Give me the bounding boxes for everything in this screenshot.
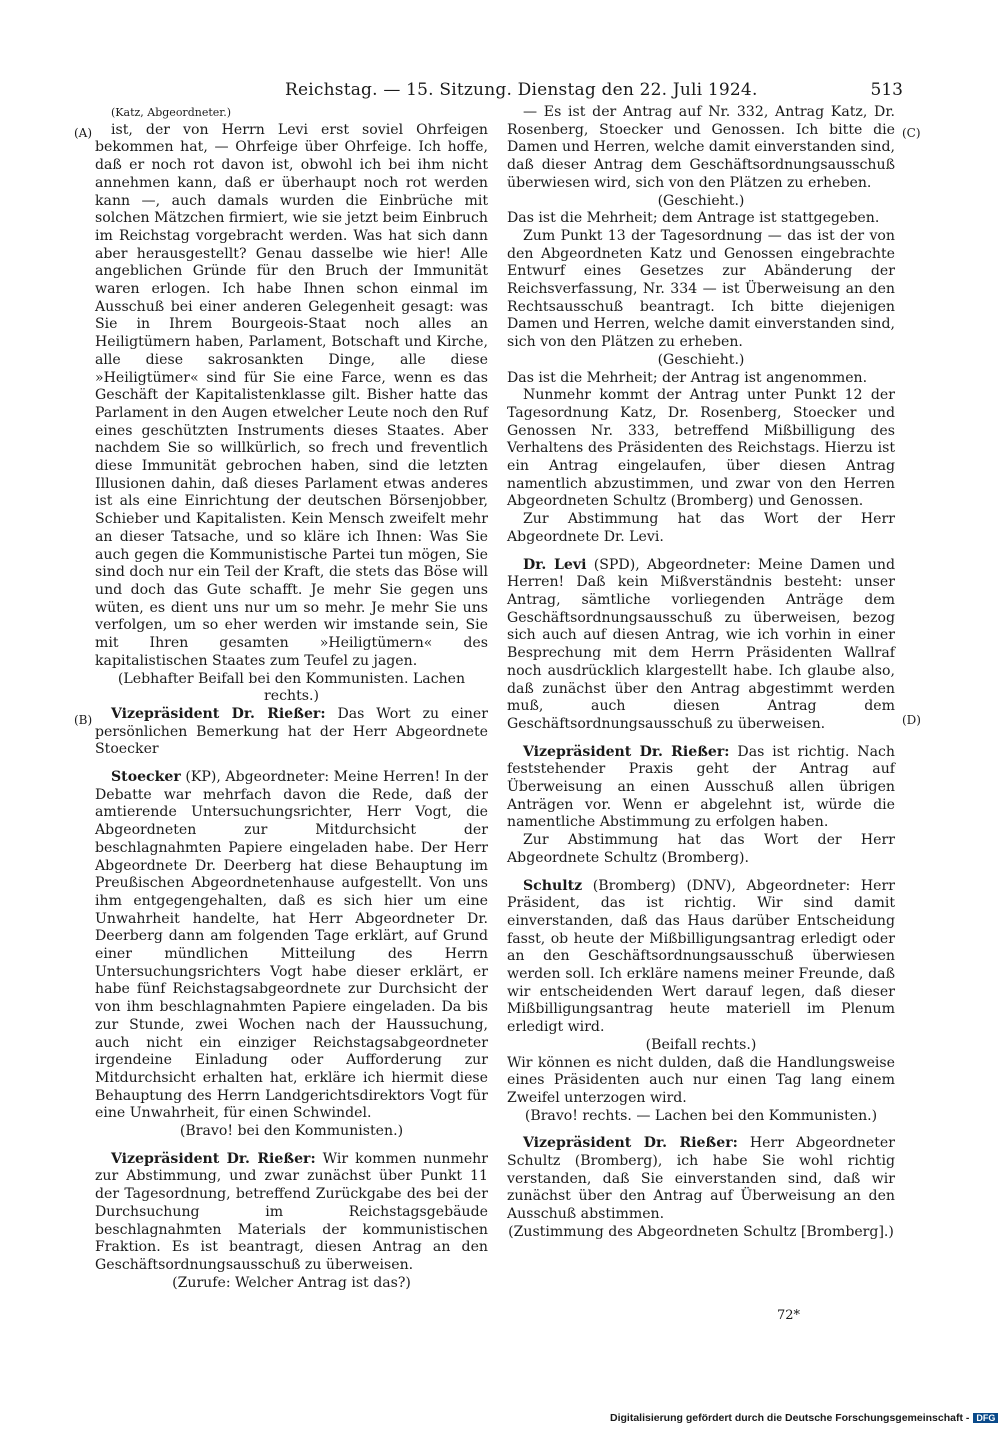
paragraph-text: Zur Abstimmung hat das Wort der Herr Abgeordnete Schultz (Bromberg). — [507, 832, 895, 866]
margin-mark-a: (A) — [74, 126, 93, 140]
paragraph-text: Wir kommen nunmehr zur Abstimmung, und zwar zunächst über Punkt 11 der Tagesordnung, betreffend Zurückgabe des bei der Durchsuchung im Reichstagsgebäude beschlagnahmten Materials der kommunistischen Fraktion. Es ist beantragt, diesen Antrag an den Geschäftsordnungsausschuß zu überweisen. — [95, 1150, 488, 1273]
paragraph-text: (Geschieht.) — [657, 351, 745, 368]
paragraph-text: Das Wort zu einer persönlichen Bemerkung hat der Herr Abgeordnete Stoecker — [95, 705, 488, 758]
paragraph-text: Das ist die Mehrheit; dem Antrage ist stattgegeben. — [507, 210, 880, 227]
paragraph — [507, 878, 895, 1037]
signature-mark: 72* — [777, 1308, 801, 1323]
paragraph-text: ist, der von Herrn Levi erst soviel Ohrfeigen bekommen hat, — Ohrfeige über Ohrfeige. Ich hoffe, daß er noch rot davon ist, obwohl ich bei ihm nicht annehmen kann, daß er überhaupt noch rot werden kann —, auch damals wurden die Einbrüche mit solchen Mätzchen firmiert, wie sie jetzt beim Einbruch im Reichstag vorgebracht werden. Was hat sich dann aber herausgestellt? Genau dasselbe wie hier! Alle angeblichen Gründe für den Bruch der Immunität waren erlogen. Ich habe Ihnen schon einmal im Ausschuß bei einer anderen Gelegenheit gesagt: was Sie in Ihrem Bourgeois-Staat noch alles an Heiligtümern haben, Parlament, Botschaft und Kirche, alle diese sakrosankten Dinge, alle diese »Heiligtümer« sind für Sie eine Farce, wenn es das Geschäft der Kapitalistenklasse gilt. Bisher hatte das Parlament in den Augen etwelcher Leute noch den Ruf eines geschützten Instruments dieses Staates. Aber nachdem Sie so willkürlich, so frech und freventlich diese Immunität gebrochen haben, sind die letzten Illusionen dahin, daß dieses Parlament etwas anderes ist als eine Einrichtung der deutschen Börsenjobber, Schieber und Kapitalisten. Kein Mensch zweifelt mehr an dieser Tatsache, und so kläre ich Ihnen: Was Sie auch gegen die Kommunistische Partei tun mögen, Sie sind doch nur ein Teil der Kraft, die stets das Böse will und doch das Gute schafft. Je mehr Sie gegen uns wüten, es dient uns nur um so mehr. Je mehr Sie uns verfolgen, um so eher werden wir imstande sein, Sie mit Ihren gesamten »Heiligtümern« des kapitalistischen Staates zum Teufel zu jagen. — [95, 121, 488, 669]
paragraph-text: Zum Punkt 13 der Tagesordnung — das ist der von den Abgeordneten Katz und Genossen eingebrachte Entwurf eines Gesetzes zur Abänderung der Reichsverfassung, Nr. 334 — ist Überweisung an den Rechtsausschuß beantragt. Ich bitte diejenigen Damen und Herren, welche damit einverstanden sind, sich von den Plätzen zu erheben. — [507, 227, 895, 351]
margin-mark-b: (B) — [74, 713, 93, 727]
interjection — [507, 193, 895, 211]
margin-mark-c: (C) — [902, 126, 921, 140]
interjection — [507, 1108, 895, 1126]
paragraph-text: Nunmehr kommt der Antrag unter Punkt 12 der Tagesordnung Katz, Dr. Rosenberg, Stoecker und Genossen Nr. 333, betreffend Mißbilligung des Verhaltens des Präsidenten des Reichstags. Hierzu ist ein Antrag eingelaufen, über diesen Antrag namentlich abzustimmen, und zwar von den Herren Abgeordneten Schultz (Bromberg) und Genossen. — [507, 387, 895, 510]
dfg-logo: DFG — [973, 1413, 998, 1423]
paragraph — [507, 1055, 895, 1108]
funding-note: Digitalisierung gefördert durch die Deutsche Forschungsgemeinschaft - — [610, 1412, 970, 1424]
paragraph — [507, 104, 895, 193]
speaker-name: Vizepräsident Dr. Rießer: — [523, 1135, 738, 1152]
paragraph-text: (SPD), Abgeordneter: Meine Damen und Herren! Daß kein Mißverständnis besteht: unser Antrag, sämtliche vorliegenden Anträge dem Geschäftsordnungsausschuß zu überweisen, bezog sich auch auf diesen Antrag, wie ich vorhin in einer Besprechung mit dem Herrn Präsidenten Wallraf noch ausdrücklich klargestellt habe. Ich glaube also, daß zunächst über den Antrag abgestimmt werden muß, auch diesen Antrag dem Geschäftsordnungsausschuß zu überweisen. — [507, 556, 896, 732]
paragraph-text: Zur Abstimmung hat das Wort der Herr Abgeordnete Dr. Levi. — [507, 511, 895, 545]
speaker-name: Dr. Levi — [523, 556, 587, 573]
paragraph-text: Das ist richtig. Nach feststehender Praxis geht der Antrag auf Überweisung an einen Ausschuß allen übrigen Anträgen vor. Wenn er abgelehnt ist, würde die namentliche Abstimmung zu erfolgen haben. — [507, 743, 895, 831]
left-text-column — [95, 104, 488, 1292]
paragraph — [95, 1151, 488, 1275]
speaker-name: Stoecker — [111, 769, 181, 786]
paragraph — [507, 557, 895, 734]
interjection — [95, 671, 488, 706]
paragraph — [507, 387, 895, 511]
paragraph-text: (Zustimmung des Abgeordneten Schultz [Bromberg].) — [508, 1223, 894, 1240]
paragraph-text: (Beifall rechts.) — [645, 1036, 757, 1053]
speaker-name: Schultz — [523, 877, 583, 894]
paragraph-text: Herr Abgeordneter Schultz (Bromberg), ich habe Sie wohl richtig verstanden, daß Sie einverstanden sind, daß wir zunächst über den Antrag auf Überweisung an den Ausschuß abstimmen. — [507, 1135, 895, 1223]
interjection — [507, 352, 895, 370]
margin-mark-d: (D) — [902, 713, 921, 727]
speaker-name: Vizepräsident Dr. Rießer: — [111, 705, 326, 722]
speaker-name: Vizepräsident Dr. Rießer: — [111, 1150, 316, 1167]
paragraph — [95, 769, 488, 1123]
page-number: 513 — [870, 80, 903, 100]
paragraph-text: (Bromberg) (DNV), Abgeordneter: Herr Präsident, das ist richtig. Wir sind damit einverstanden, daß das Haus darüber Entscheidung fasst, ob heute der Mißbilligungsantrag erledigt oder an den Geschäftsordnungsausschuß überwiesen werden soll. Ich erkläre namens meiner Freunde, daß wir entscheidenden Wert darauf legen, daß dieser Mißbilligungsantrag heute materiell im Plenum erledigt wird. — [507, 877, 895, 1036]
paragraph-text: (Bravo! rechts. — Lachen bei den Kommunisten.) — [524, 1107, 878, 1124]
speaker-tag: (Katz, Abgeordneter.) — [111, 106, 232, 119]
interjection — [95, 1275, 488, 1293]
funding-footer — [610, 1412, 998, 1424]
interjection — [507, 1037, 895, 1055]
right-text-column — [507, 104, 895, 1242]
interjection — [507, 1224, 895, 1242]
paragraph — [507, 370, 895, 388]
paragraph — [507, 1135, 895, 1224]
paragraph-text: (Bravo! bei den Kommunisten.) — [179, 1123, 404, 1140]
paragraph — [507, 744, 895, 833]
paragraph — [507, 511, 895, 546]
paragraph-text: (Zurufe: Welcher Antrag ist das?) — [172, 1274, 411, 1291]
paragraph-text: Das ist die Mehrheit; der Antrag ist angenommen. — [507, 369, 868, 386]
paragraph — [95, 706, 488, 759]
paragraph — [507, 228, 895, 352]
interjection — [95, 1123, 488, 1141]
paragraph-text: (Lebhafter Beifall bei den Kommunisten. Lachen rechts.) — [117, 670, 466, 705]
paragraph — [95, 122, 488, 671]
speaker-name: Vizepräsident Dr. Rießer: — [523, 743, 730, 760]
paragraph-text: (KP), Abgeordneter: Meine Herren! In der Debatte war mehrfach davon die Rede, daß der amtierende Untersuchungsrichter, Herr Vogt, die Abgeordneten zur Mitdurchsicht der beschlagnahmten Papiere eingeladen habe. Der Herr Abgeordnete Dr. Deerberg hat diese Behauptung im Preußischen Abgeordnetenhause aufgestellt. Von uns ihm entgegengehalten, daß es sich hier um eine Unwahrheit handelte, hat Herr Abgeordneter Dr. Deerberg dann am folgenden Tage erklärt, auf Grund einer mündlichen Mitteilung des Herrn Untersuchungsrichters Vogt habe dieser erklärt, er habe fünf Reichstagsabgeordnete zur Durchsicht der von ihm beschlagnahmten Papiere eingeladen. Da bis zur Stunde, zwei Wochen nach der Haussuchung, auch nicht ein einziger Reichstagsabgeordneter irgendeine Einladung oder Aufforderung zur Mitdurchsicht erhalten hat, erkläre ich hiermit diese Behauptung des Herrn Landgerichtsdirektors Vogt für eine Unwahrheit, für einen Schwindel. — [95, 769, 488, 1122]
paragraph — [507, 210, 895, 228]
running-title: Reichstag. — 15. Sitzung. Dienstag den 22. Juli 1924. — [285, 80, 758, 100]
paragraph-text: (Geschieht.) — [657, 192, 745, 209]
paragraph-text: — Es ist der Antrag auf Nr. 332, Antrag Katz, Dr. Rosenberg, Stoecker und Genossen. Ich bitte die Damen und Herren, welche damit einverstanden sind, daß dieser Antrag dem Geschäftsordnungsausschuß überwiesen wird, sich von den Plätzen zu erheben. — [507, 104, 895, 191]
paragraph — [507, 832, 895, 867]
paragraph-text: Wir können es nicht dulden, daß die Handlungsweise eines Präsidenten auch nur einen Tag lang einem Zweifel unterzogen wird. — [507, 1054, 895, 1106]
